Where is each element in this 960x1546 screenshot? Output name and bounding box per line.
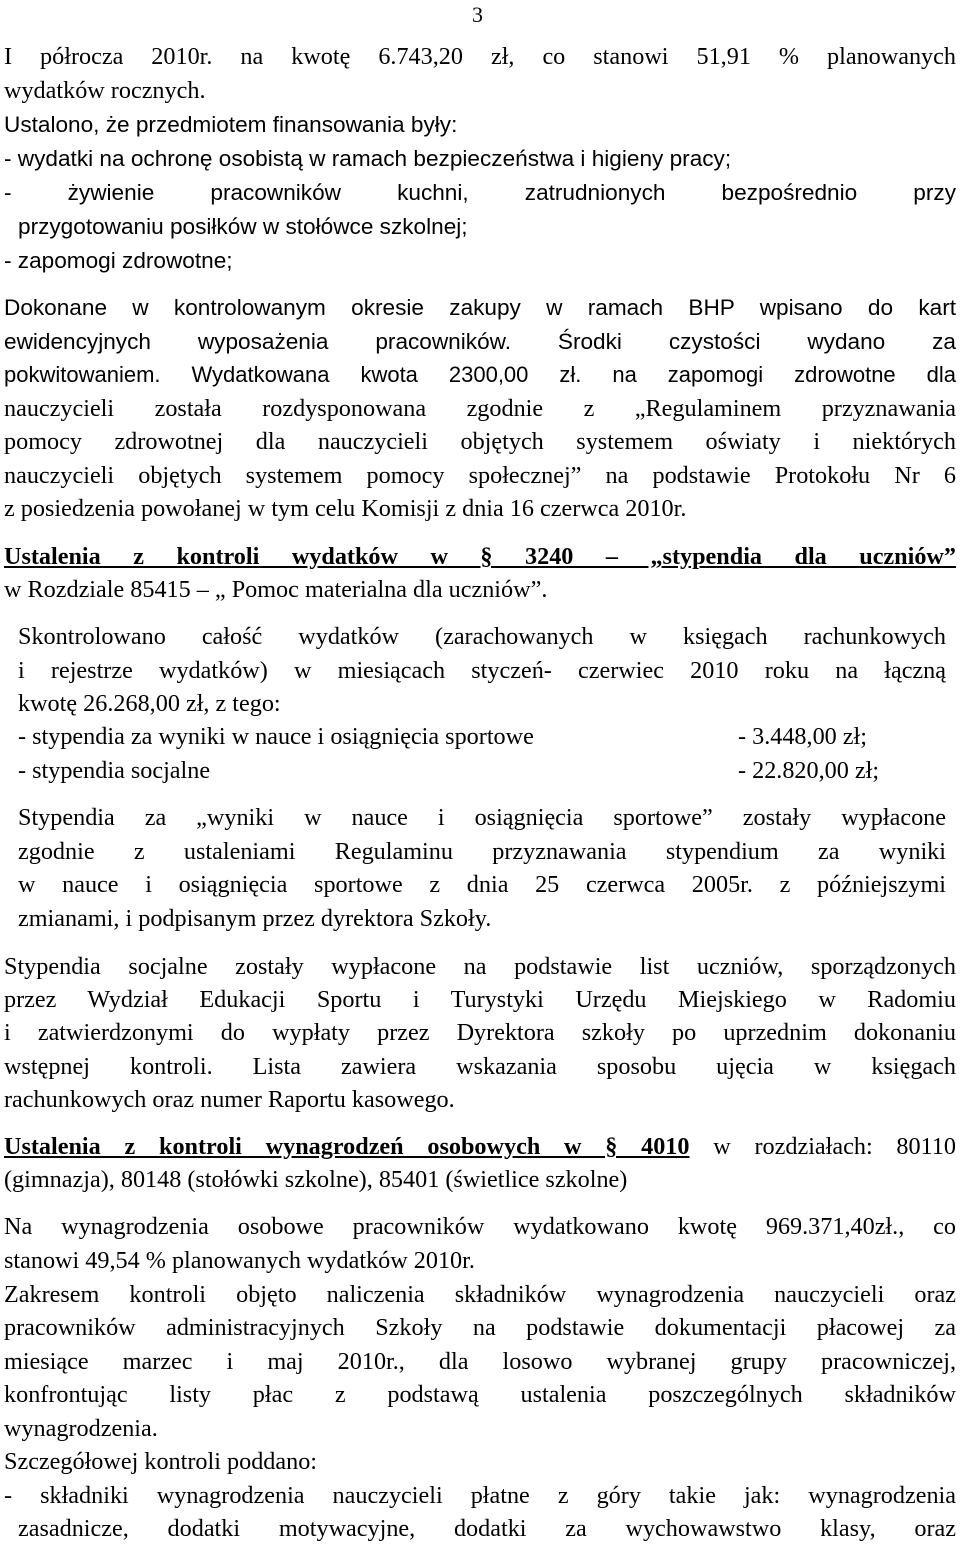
text-line: Szczegółowej kontroli poddano:	[4, 1448, 318, 1475]
text-line: stanowi 49,54 % planowanych wydatków 2010r.	[4, 1247, 475, 1274]
text-line: ewidencyjnych wyposażenia pracowników. Środki czystości wydano za	[4, 329, 956, 354]
text-line: Skontrolowano całość wydatków (zarachowanych w księgach rachunkowych	[18, 623, 946, 650]
text-line: zmianami, i podpisanym przez dyrektora Szkoły.	[18, 905, 492, 932]
text-line: nauczycieli objętych systemem pomocy społecznej” na podstawie Protokołu Nr 6	[4, 462, 956, 489]
list-item-label: - stypendia socjalne	[18, 757, 211, 784]
text-line: pokwitowaniem. Wydatkowana kwota 2300,00 zł. na zapomogi zdrowotne dla	[4, 362, 956, 387]
text-line: wydatków rocznych.	[4, 77, 206, 104]
text-line: przez Wydział Edukacji Sportu i Turystyki Urzędu Miejskiego w Radomiu	[4, 986, 956, 1013]
text-line: w nauce i osiągnięcia sportowe z dnia 25 czerwca 2005r. z późniejszymi	[18, 871, 946, 898]
text-line: Zakresem kontroli objęto naliczenia składników wynagrodzenia nauczycieli oraz	[4, 1281, 956, 1308]
list-item-amount: - 22.820,00 zł;	[738, 757, 880, 784]
section-heading-line	[4, 1130, 956, 1164]
text-line: Dokonane w kontrolowanym okresie zakupy w ramach BHP wpisano do kart	[4, 295, 956, 320]
text-line: wstępnej kontroli. Lista zawiera wskazania sposobu ujęcia w księgach	[4, 1053, 956, 1080]
list-item-label: - stypendia za wyniki w nauce i osiągnięcia sportowe	[18, 723, 534, 750]
text-line: nauczycieli została rozdysponowana zgodnie z „Regulaminem przyznawania	[4, 395, 956, 422]
text-line: Ustalono, że przedmiotem finansowania były:	[4, 112, 458, 137]
text-line: pomocy zdrowotnej dla nauczycieli objętych systemem oświaty i niektórych	[4, 428, 956, 455]
text-line: - zapomogi zdrowotne;	[4, 248, 233, 273]
section-heading: Ustalenia z kontroli wynagrodzeń osobowych w § 4010	[4, 1133, 690, 1160]
text-line: rachunkowych oraz numer Raportu kasowego.	[4, 1086, 455, 1113]
text-line: kwotę 26.268,00 zł, z tego:	[18, 690, 281, 717]
text-line: pracowników administracyjnych Szkoły na podstawie dokumentacji płacowej za	[4, 1314, 956, 1341]
text-line: Stypendia za „wyniki w nauce i osiągnięcia sportowe” zostały wypłacone	[18, 804, 946, 831]
list-item	[18, 754, 946, 788]
text-line: I półrocza 2010r. na kwotę 6.743,20 zł, co stanowi 51,91 % planowanych	[4, 43, 956, 70]
section-heading-suffix: w rozdziałach: 80110	[689, 1133, 956, 1160]
list-item-amount: - 3.448,00 zł;	[738, 723, 867, 750]
text-line: w Rozdziale 85415 – „ Pomoc materialna dla uczniów”.	[4, 576, 548, 603]
text-line: - wydatki na ochronę osobistą w ramach bezpieczeństwa i higieny pracy;	[4, 146, 732, 171]
text-line: przygotowaniu posiłków w stołówce szkolnej;	[18, 214, 468, 239]
text-line: i zatwierdzonymi do wypłaty przez Dyrektora szkoły po uprzednim dokonaniu	[4, 1019, 956, 1046]
text-line: - składniki wynagrodzenia nauczycieli płatne z góry takie jak: wynagrodzenia	[4, 1482, 956, 1509]
text-line: zgodnie z ustaleniami Regulaminu przyznawania stypendium za wyniki	[18, 838, 946, 865]
text-line: konfrontując listy płac z podstawą ustalenia poszczególnych składników	[4, 1381, 956, 1408]
text-line: Na wynagrodzenia osobowe pracowników wydatkowano kwotę 969.371,40zł., co	[4, 1213, 956, 1240]
text-line: (gimnazja), 80148 (stołówki szkolne), 85401 (świetlice szkolne)	[4, 1166, 628, 1193]
list-item	[18, 720, 946, 754]
text-line: i rejestrze wydatków) w miesiącach styczeń- czerwiec 2010 roku na łączną	[18, 657, 946, 684]
section-heading: Ustalenia z kontroli wydatków w § 3240 – „stypendia dla uczniów”	[4, 543, 956, 570]
text-line: wynagrodzenia.	[4, 1415, 158, 1442]
page-number: 3	[472, 2, 483, 27]
text-line: Stypendia socjalne zostały wypłacone na podstawie list uczniów, sporządzonych	[4, 953, 956, 980]
text-line: z posiedzenia powołanej w tym celu Komisji z dnia 16 czerwca 2010r.	[4, 495, 687, 522]
text-line: - żywienie pracowników kuchni, zatrudnionych bezpośrednio przy	[4, 180, 956, 205]
text-line: miesiące marzec i maj 2010r., dla losowo wybranej grupy pracowniczej,	[4, 1348, 956, 1375]
text-line: zasadnicze, dodatki motywacyjne, dodatki za wychowawstwo klasy, oraz	[18, 1515, 956, 1542]
